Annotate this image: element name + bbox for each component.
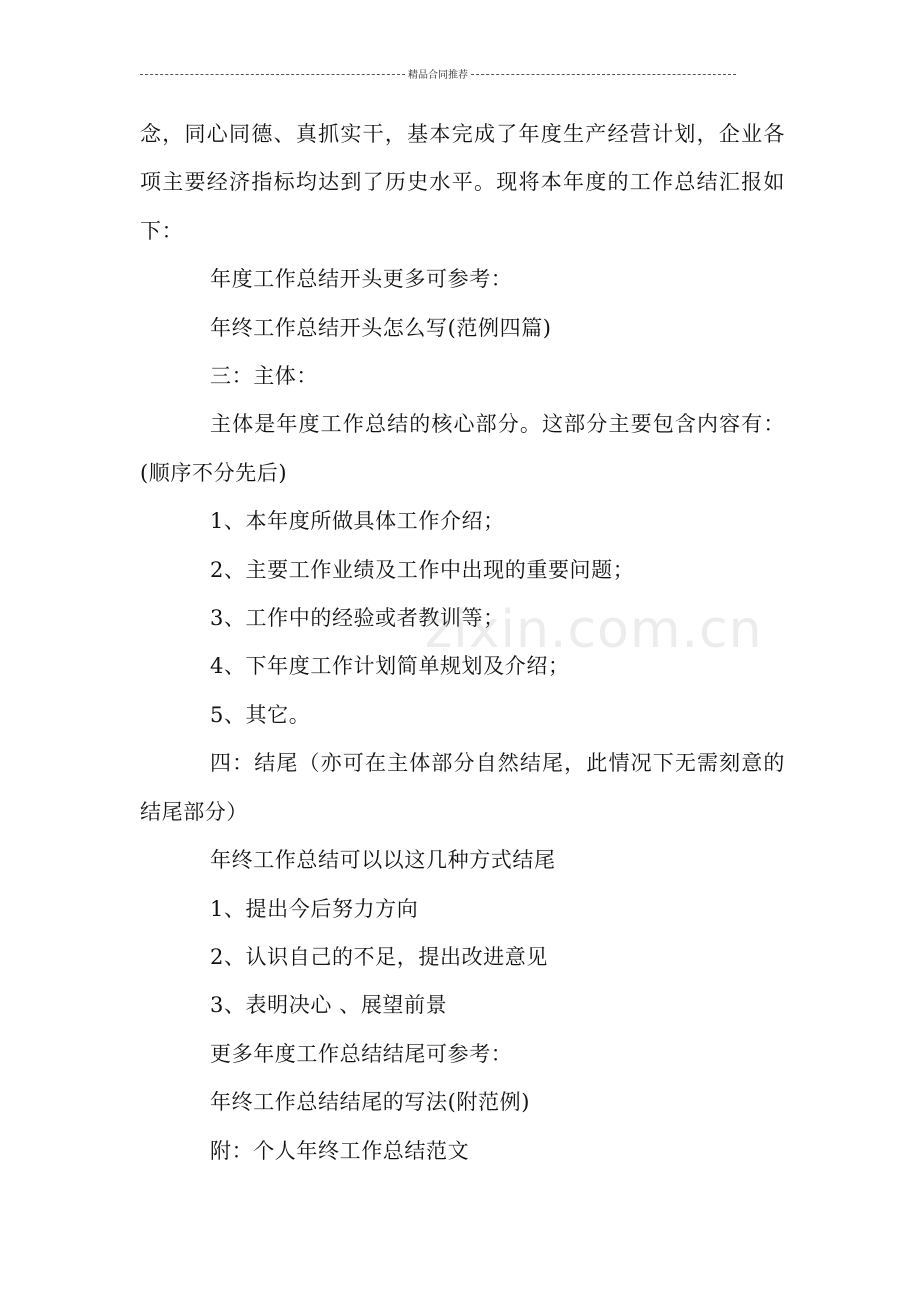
paragraph: 更多年度工作总结结尾可参考：	[210, 1041, 513, 1066]
header-rule-left	[140, 74, 405, 75]
list-item: 5、其它。	[210, 702, 311, 727]
list-item: 2、认识自己的不足，提出改进意见	[210, 944, 548, 969]
paragraph: 念，同心同德、真抓实干，基本完成了年度生产经营计划，企业各项主要经济指标均达到了历史水平。现将本年度的工作总结汇报如下：	[140, 122, 785, 243]
paragraph: 年度工作总结开头更多可参考：	[210, 267, 513, 292]
paragraph: 年终工作总结可以以这几种方式结尾	[210, 848, 556, 873]
list-item: 3、表明决心 、展望前景	[210, 993, 448, 1018]
list-item: 1、本年度所做具体工作介绍；	[210, 509, 505, 534]
list-item: 1、提出今后努力方向	[210, 896, 419, 921]
list-item: 4、下年度工作计划简单规划及介绍；	[210, 654, 570, 679]
header-rule-right	[471, 74, 736, 75]
section-heading: 三：主体：	[210, 364, 318, 389]
document-body	[140, 110, 785, 1175]
page-header	[140, 66, 736, 81]
paragraph: 附：个人年终工作总结范文	[210, 1138, 470, 1163]
list-item: 2、主要工作业绩及工作中出现的重要问题；	[210, 557, 635, 582]
paragraph: 年终工作总结开头怎么写(范例四篇)	[210, 315, 552, 340]
list-item: 3、工作中的经验或者教训等；	[210, 606, 505, 631]
header-title: 精品合同推荐	[408, 70, 468, 81]
section-heading: 四：结尾（亦可在主体部分自然结尾，此情况下无需刻意的结尾部分）	[140, 751, 785, 824]
paragraph: 主体是年度工作总结的核心部分。这部分主要包含内容有：(顺序不分先后)	[140, 412, 785, 485]
watermark: zixin.com.cn	[425, 600, 763, 660]
paragraph: 年终工作总结结尾的写法(附范例)	[210, 1090, 530, 1115]
